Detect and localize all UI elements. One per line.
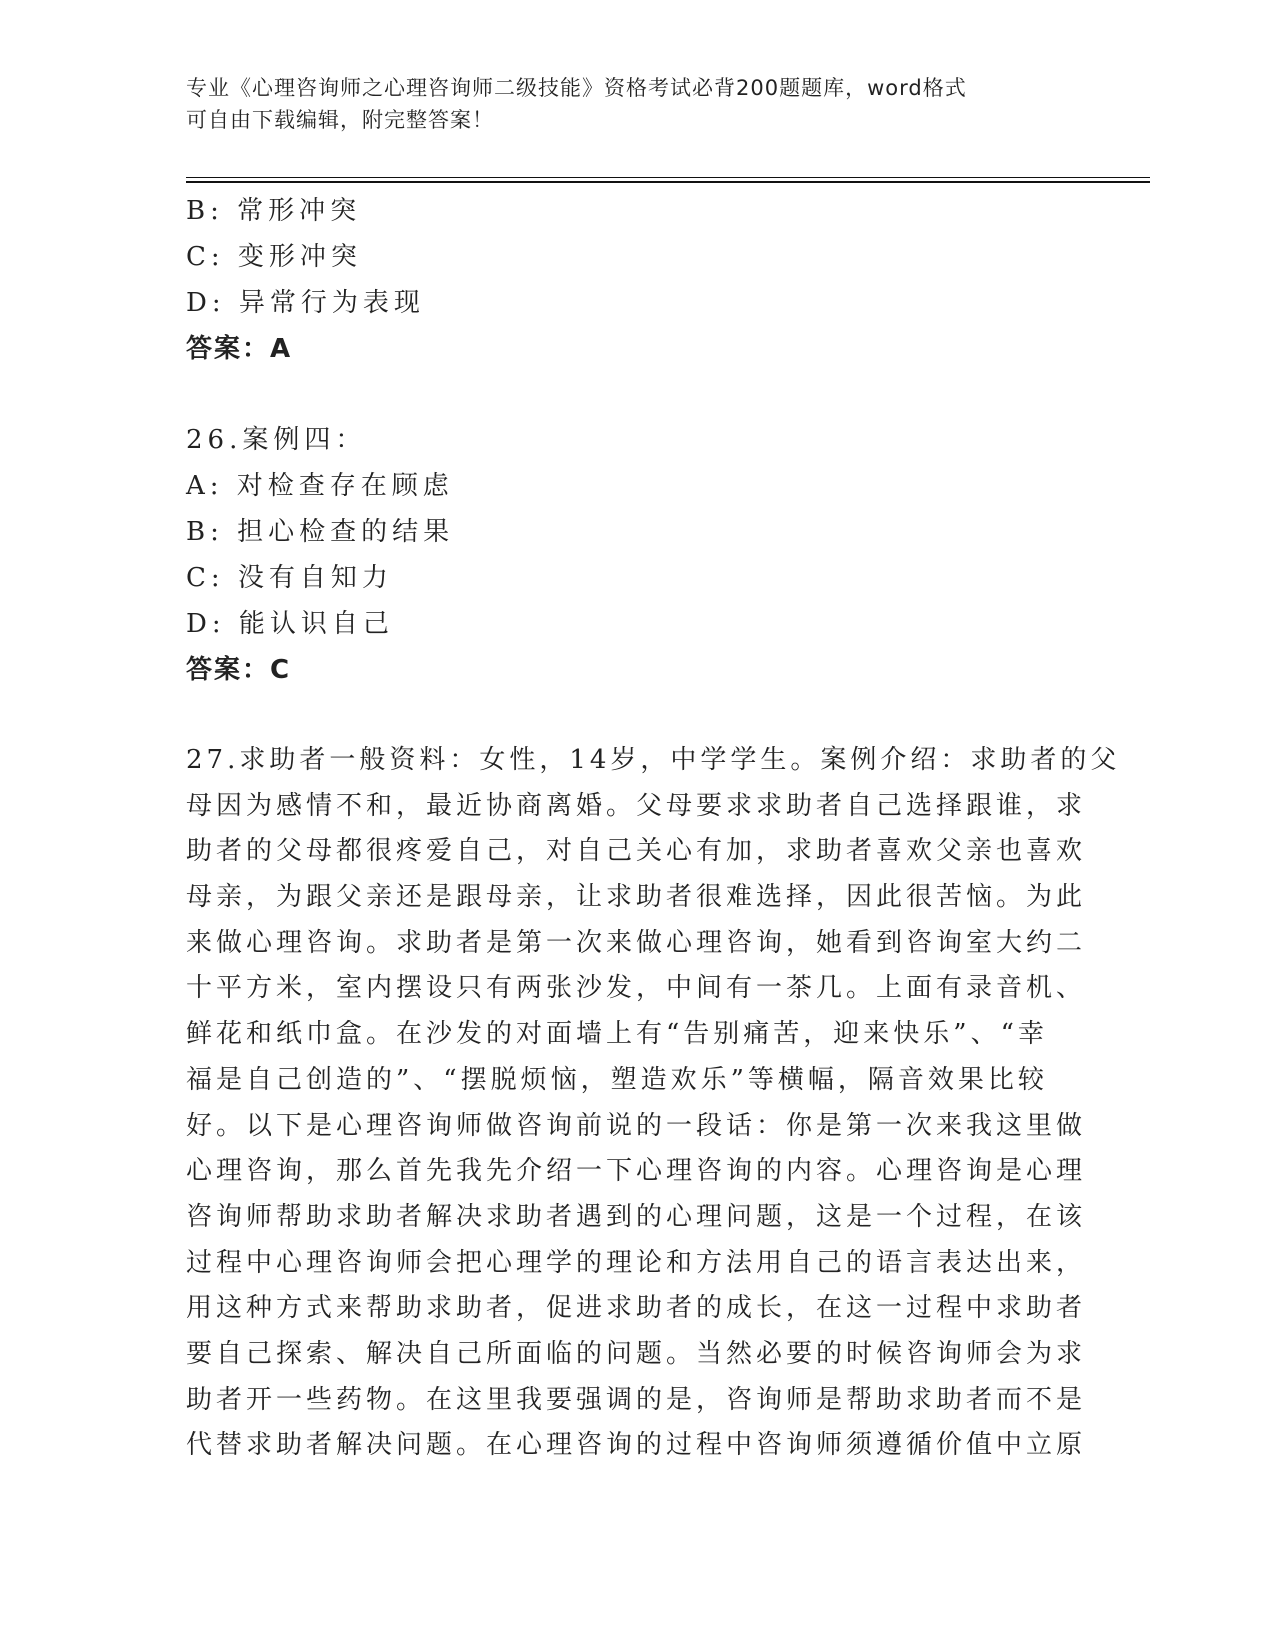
paragraph-line: 母亲，为跟父亲还是跟母亲，让求助者很难选择，因此很苦恼。为此 xyxy=(186,882,1087,913)
option-d: D: 能认识自己 xyxy=(186,609,394,639)
header-divider-thick xyxy=(186,181,1150,183)
paragraph-line: 母因为感情不和，最近协商离婚。父母要求求助者自己选择跟谁，求 xyxy=(186,790,1087,821)
paragraph-line: 代替求助者解决问题。在心理咨询的过程中咨询师须遵循价值中立原 xyxy=(186,1430,1087,1461)
option-b: B: 担心检查的结果 xyxy=(186,517,455,547)
answer-line: 答案：C xyxy=(186,655,292,685)
paragraph-line: 用这种方式来帮助求助者，促进求助者的成长，在这一过程中求助者 xyxy=(186,1293,1087,1324)
answer-line: 答案：A xyxy=(186,334,293,364)
paragraph-line: 鲜花和纸巾盒。在沙发的对面墙上有“告别痛苦，迎来快乐”、“幸 xyxy=(186,1019,1048,1050)
spacer xyxy=(186,693,1076,738)
paragraph-line: 咨询师帮助求助者解决求助者遇到的心理问题，这是一个过程，在该 xyxy=(186,1201,1087,1232)
paragraph-line: 要自己探索、解决自己所面临的问题。当然必要的时候咨询师会为求 xyxy=(186,1338,1087,1369)
paragraph-line: 助者的父母都很疼爱自己，对自己关心有加，求助者喜欢父亲也喜欢 xyxy=(186,836,1087,867)
option-a: A: 对检查存在顾虑 xyxy=(186,471,454,501)
paragraph-line: 福是自己创造的”、“摆脱烦恼，塑造欢乐”等横幅，隔音效果比较 xyxy=(186,1064,1048,1095)
header-line: 可自由下载编辑，附完整答案！ xyxy=(186,108,494,132)
question-25-tail xyxy=(186,188,1076,372)
spacer xyxy=(186,372,1076,417)
header-line: 专业《心理咨询师之心理咨询师二级技能》资格考试必背200题题库，word格式 xyxy=(186,76,967,100)
option-b: B: 常形冲突 xyxy=(186,196,362,226)
paragraph-line: 过程中心理咨询师会把心理学的理论和方法用自己的语言表达出来， xyxy=(186,1247,1087,1278)
paragraph-line: 27.求助者一般资料：女性，14岁，中学学生。案例介绍：求助者的父 xyxy=(186,745,1121,775)
paragraph-line: 助者开一些药物。在这里我要强调的是，咨询师是帮助求助者而不是 xyxy=(186,1384,1087,1415)
document-body xyxy=(186,188,1121,1469)
paragraph-line: 好。以下是心理咨询师做咨询前说的一段话：你是第一次来我这里做 xyxy=(186,1110,1087,1141)
paragraph-line: 心理咨询，那么首先我先介绍一下心理咨询的内容。心理咨询是心理 xyxy=(186,1156,1087,1187)
question-26 xyxy=(186,417,1076,693)
question-text: 26.案例四： xyxy=(186,425,367,455)
header-divider-thin xyxy=(186,177,1150,178)
option-c: C: 变形冲突 xyxy=(186,242,362,272)
paragraph-line: 来做心理咨询。求助者是第一次来做心理咨询，她看到咨询室大约二 xyxy=(186,927,1087,958)
page-header xyxy=(186,72,1066,136)
option-d: D: 异常行为表现 xyxy=(186,288,425,318)
paragraph-line: 十平方米，室内摆设只有两张沙发，中间有一茶几。上面有录音机、 xyxy=(186,973,1087,1004)
option-c: C: 没有自知力 xyxy=(186,563,393,593)
question-27 xyxy=(186,738,1121,1469)
